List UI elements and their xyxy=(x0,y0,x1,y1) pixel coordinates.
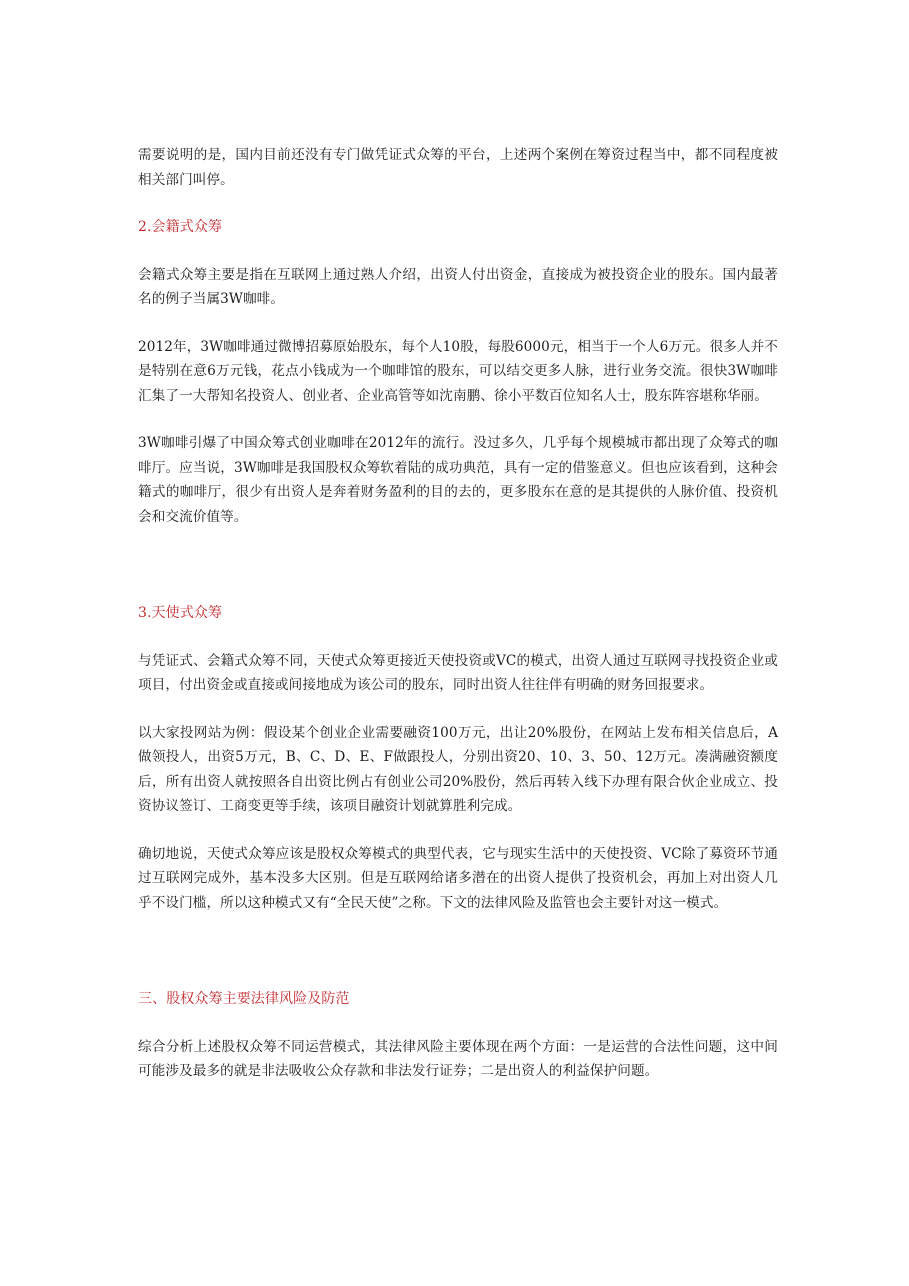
paragraph-3w-coffee-analysis: 3W咖啡引爆了中国众筹式创业咖啡在2012年的流行。没过多久，几乎每个规模城市都出现了众筹式的咖啡厅。应当说，3W咖啡是我国股权众筹软着陆的成功典范，具有一定的借鉴意义。但也应该看到，这种会籍式的咖啡厅，很少有出资人是奔着财务盈利的目的去的，更多股东在意的是其提供的人脉价值、投资机会和交流价值等。 xyxy=(138,435,778,525)
document-page xyxy=(138,143,778,1084)
paragraph-platform-note: 需要说明的是，国内目前还没有专门做凭证式众筹的平台，上述两个案例在筹资过程当中，都不同程度被相关部门叫停。 xyxy=(138,147,778,188)
paragraph-angel-definition: 与凭证式、会籍式众筹不同，天使式众筹更接近天使投资或VC的模式，出资人通过互联网寻找投资企业或项目，付出资金或直接或间接地成为该公司的股东，同时出资人往往伴有明确的财务回报要求。 xyxy=(138,652,778,693)
heading-angel-crowdfunding: 3.天使式众筹 xyxy=(138,605,223,621)
paragraph-membership-definition: 会籍式众筹主要是指在互联网上通过熟人介绍，出资人付出资金，直接成为被投资企业的股东。国内最著名的例子当属3W咖啡。 xyxy=(138,266,778,307)
paragraph-3w-coffee-case: 2012年，3W咖啡通过微博招募原始股东，每个人10股，每股6000元，相当于一个人6万元。很多人并不是特别在意6万元钱，花点小钱成为一个咖啡馆的股东，可以结交更多人脉，进行业务交流。很快3W咖啡汇集了一大帮知名投资人、创业者、企业高管等如沈南鹏、徐小平数百位知名人士，股东阵容堪称华丽。 xyxy=(138,338,778,404)
heading-legal-risks: 三、股权众筹主要法律风险及防范 xyxy=(138,991,350,1007)
paragraph-angel-analysis: 确切地说，天使式众筹应该是股权众筹模式的典型代表，它与现实生活中的天使投资、VC除了募资环节通过互联网完成外，基本没多大区别。但是互联网给诸多潜在的出资人提供了投资机会，再加上对出资人几乎不设门槛，所以这种模式又有“全民天使”之称。下文的法律风险及监管也会主要针对这一模式。 xyxy=(138,845,778,911)
heading-membership-crowdfunding: 2.会籍式众筹 xyxy=(138,219,223,235)
paragraph-dajiatou-example: 以大家投网站为例：假设某个创业企业需要融资100万元，出让20%股份，在网站上发布相关信息后，A做领投人，出资5万元，B、C、D、E、F做跟投人，分别出资20、10、3、50、12万元。凑满融资额度后，所有出资人就按照各自出资比例占有创业公司20%股份，然后再转入线下办理有限合伙企业成立、投资协议签订、工商变更等手续，该项目融资计划就算胜利完成。 xyxy=(138,724,778,814)
paragraph-legal-risks-summary: 综合分析上述股权众筹不同运营模式，其法律风险主要体现在两个方面：一是运营的合法性问题，这中间可能涉及最多的就是非法吸收公众存款和非法发行证券；二是出资人的利益保护问题。 xyxy=(138,1038,778,1079)
